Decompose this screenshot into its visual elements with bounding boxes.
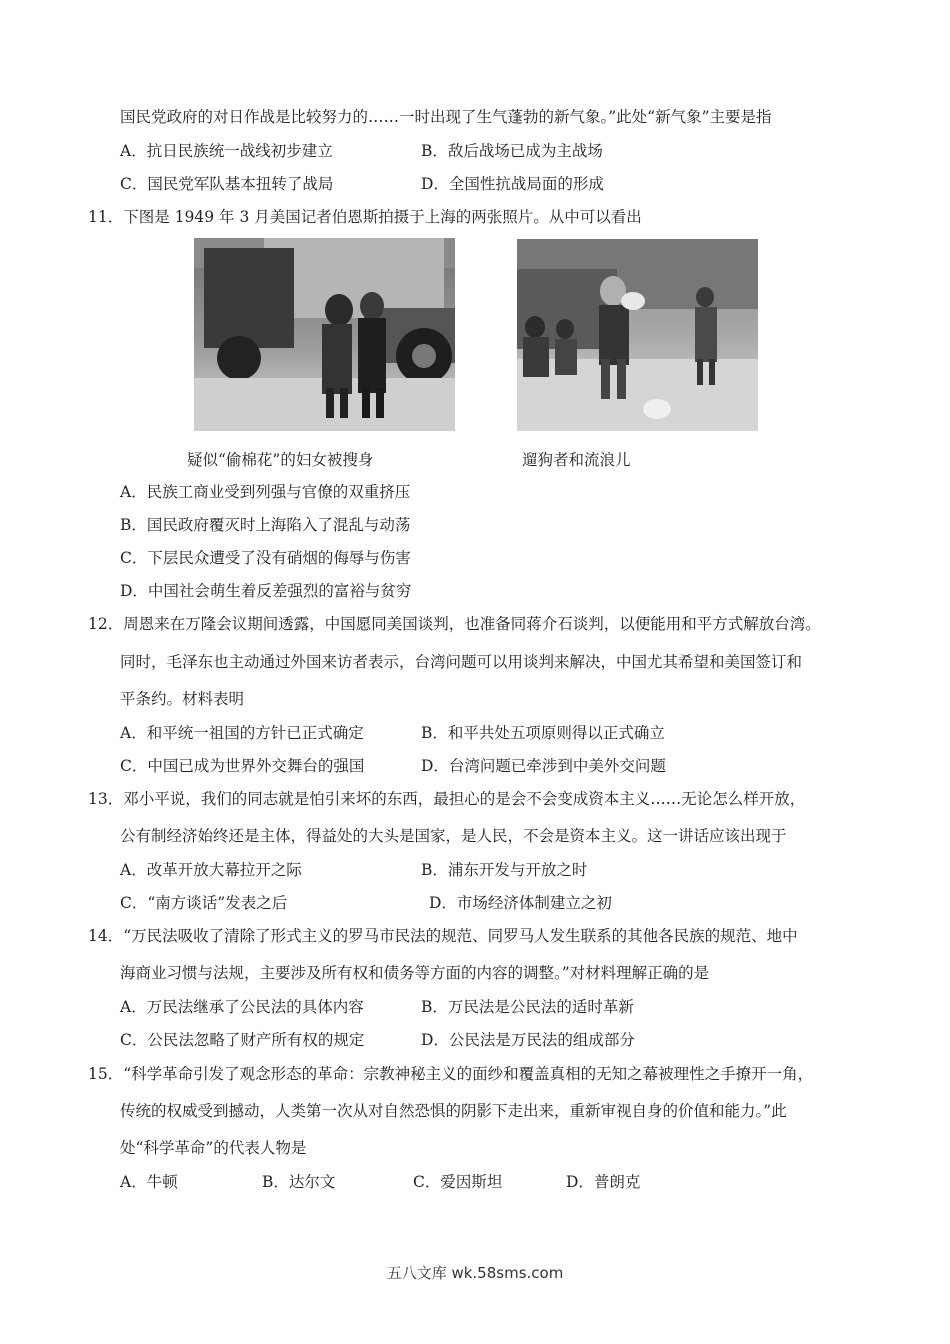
photo-dog-walker-image xyxy=(517,239,758,431)
q10-option-b: B．敌后战场已成为主战场 xyxy=(421,142,603,160)
q10-stem-tail: 国民党政府的对日作战是比较努力的……一时出现了生气蓬勃的新气象。”此处“新气象”主要是指 xyxy=(120,108,772,126)
q13-stem-line1: 13．邓小平说，我们的同志就是怕引来坏的东西，最担心的是会不会变成资本主义……无论怎么样开放， xyxy=(88,790,806,808)
q15-stem-line3: 处“科学革命”的代表人物是 xyxy=(120,1139,307,1157)
q15-option-a: A．牛顿 xyxy=(120,1173,178,1191)
caption-left-photo: 疑似“偷棉花”的妇女被搜身 xyxy=(187,451,374,469)
q15-stem-line1: 15．“科学革命引发了观念形态的革命：宗教神秘主义的面纱和覆盖真相的无知之幕被理性之手撩开一角， xyxy=(88,1065,814,1083)
q11-stem: 11．下图是 1949 年 3 月美国记者伯恩斯拍摄于上海的两张照片。从中可以看出 xyxy=(88,208,642,226)
q14-stem-line1: 14．“万民法吸收了清除了形式主义的罗马市民法的规范、同罗马人发生联系的其他各民族的规范、地中 xyxy=(88,927,798,945)
q10-option-a: A．抗日民族统一战线初步建立 xyxy=(120,142,333,160)
q12-option-b: B．和平共处五项原则得以正式确立 xyxy=(421,724,665,742)
q14-option-d: D．公民法是万民法的组成部分 xyxy=(421,1031,635,1049)
photo-dog-walker xyxy=(517,239,758,431)
q11-option-c: C．下层民众遭受了没有硝烟的侮辱与伤害 xyxy=(120,549,411,567)
q15-option-c: C．爱因斯坦 xyxy=(413,1173,503,1191)
q12-stem-line1: 12．周恩来在万隆会议期间透露，中国愿同美国谈判，也准备同蒋介石谈判，以便能用和平方式解放台湾。 xyxy=(88,615,821,633)
q12-stem-line3: 平条约。材料表明 xyxy=(120,690,245,708)
footer-watermark: 五八文库 wk.58sms.com xyxy=(386,1264,564,1282)
q12-option-c: C．中国已成为世界外交舞台的强国 xyxy=(120,757,365,775)
q13-option-d: D．市场经济体制建立之初 xyxy=(429,894,612,912)
q13-stem-line2: 公有制经济始终还是主体，得益处的大头是国家，是人民，不会是资本主义。这一讲话应该出现于 xyxy=(120,827,787,845)
q13-option-b: B．浦东开发与开放之时 xyxy=(421,861,588,879)
q10-option-d: D．全国性抗战局面的形成 xyxy=(421,175,604,193)
q14-option-a: A．万民法继承了公民法的具体内容 xyxy=(120,998,364,1016)
q12-stem-line2: 同时，毛泽东也主动通过外国来访者表示，台湾问题可以用谈判来解决，中国尤其希望和美国签订和 xyxy=(120,653,803,671)
photo-woman-searched-image xyxy=(194,238,455,431)
q15-stem-line2: 传统的权威受到撼动，人类第一次从对自然恐惧的阴影下走出来，重新审视自身的价值和能力。”此 xyxy=(120,1102,787,1120)
caption-right-photo: 遛狗者和流浪儿 xyxy=(522,451,631,469)
q10-option-c: C．国民党军队基本扭转了战局 xyxy=(120,175,334,193)
q13-option-a: A．改革开放大幕拉开之际 xyxy=(120,861,302,879)
q12-option-a: A．和平统一祖国的方针已正式确定 xyxy=(120,724,364,742)
q11-option-d: D．中国社会萌生着反差强烈的富裕与贫穷 xyxy=(120,582,412,600)
q15-option-d: D．普朗克 xyxy=(566,1173,641,1191)
q14-stem-line2: 海商业习惯与法规，主要涉及所有权和债务等方面的内容的调整。”对材料理解正确的是 xyxy=(120,964,710,982)
q11-option-b: B．国民政府覆灭时上海陷入了混乱与动荡 xyxy=(120,516,411,534)
photo-woman-searched xyxy=(194,238,455,431)
q13-option-c: C．“南方谈话”发表之后 xyxy=(120,894,288,912)
q15-option-b: B．达尔文 xyxy=(262,1173,336,1191)
q12-option-d: D．台湾问题已牵涉到中美外交问题 xyxy=(421,757,666,775)
q11-option-a: A．民族工商业受到列强与官僚的双重挤压 xyxy=(120,483,411,501)
q14-option-b: B．万民法是公民法的适时革新 xyxy=(421,998,634,1016)
q14-option-c: C．公民法忽略了财产所有权的规定 xyxy=(120,1031,365,1049)
